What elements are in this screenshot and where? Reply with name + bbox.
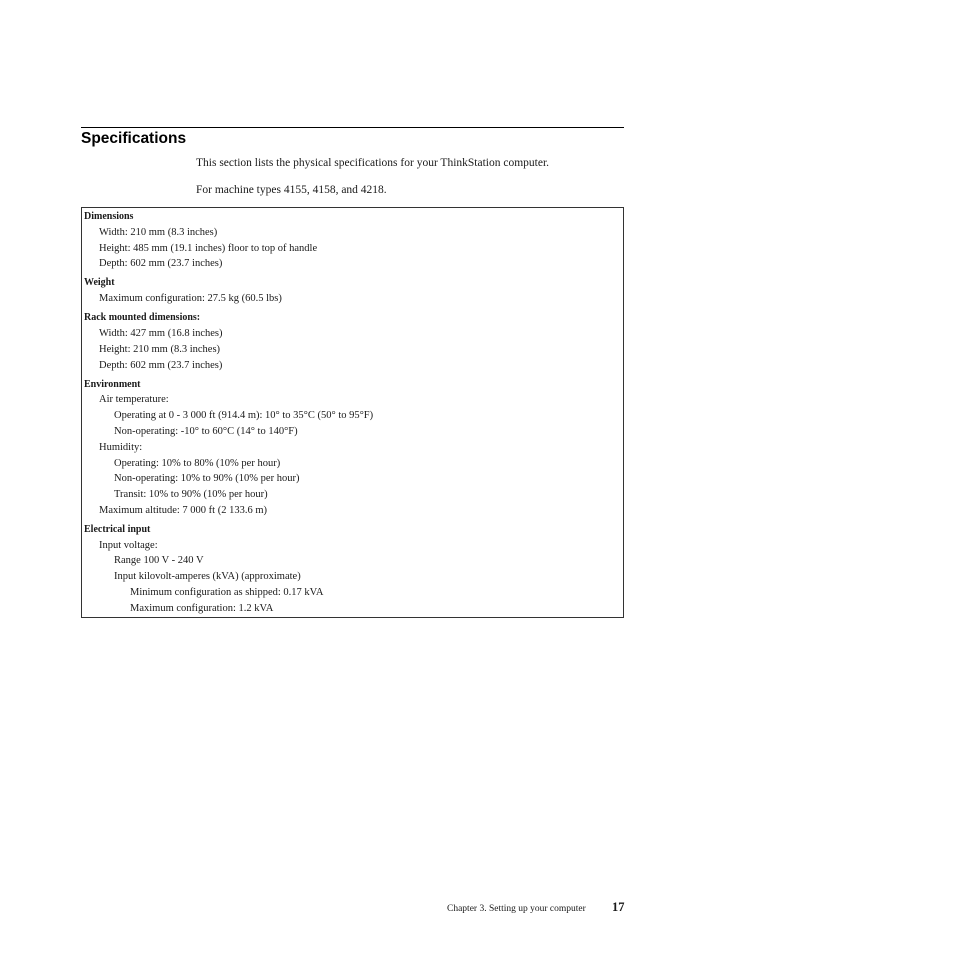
section-weight: Weight: [84, 277, 115, 289]
footer-chapter: Chapter 3. Setting up your computer: [447, 904, 586, 914]
section-rack-dimensions: Rack mounted dimensions:: [84, 312, 201, 324]
air-temp-non-operating: Non-operating: -10° to 60°C (14° to 140°F): [114, 425, 298, 437]
kva-label: Input kilovolt-amperes (kVA) (approximate): [114, 571, 301, 583]
air-temp-operating: Operating at 0 - 3 000 ft (914.4 m): 10° to 35°C (50° to 95°F): [114, 410, 374, 422]
air-temperature-label: Air temperature:: [99, 394, 169, 406]
section-electrical-input: Electrical input: [84, 523, 151, 535]
kva-min: Minimum configuration as shipped: 0.17 kVA: [130, 587, 324, 599]
heading-rule: [81, 127, 624, 128]
dimension-height: Height: 485 mm (19.1 inches) floor to top of handle: [99, 242, 318, 254]
input-voltage-label: Input voltage:: [99, 539, 158, 551]
dimension-depth: Depth: 602 mm (23.7 inches): [99, 258, 223, 270]
page-number: 17: [612, 900, 625, 914]
intro-paragraph: This section lists the physical specifications for your ThinkStation computer.: [196, 157, 550, 169]
humidity-non-operating: Non-operating: 10% to 90% (10% per hour): [114, 473, 300, 485]
page-title: Specifications: [81, 130, 187, 147]
spec-list: [82, 209, 623, 617]
humidity-operating: Operating: 10% to 80% (10% per hour): [114, 457, 281, 469]
weight-max: Maximum configuration: 27.5 kg (60.5 lbs): [99, 293, 282, 305]
dimension-width: Width: 210 mm (8.3 inches): [99, 226, 218, 238]
voltage-range: Range 100 V - 240 V: [114, 555, 204, 567]
section-dimensions: Dimensions: [84, 211, 134, 222]
kva-max: Maximum configuration: 1.2 kVA: [130, 602, 274, 614]
max-altitude: Maximum altitude: 7 000 ft (2 133.6 m): [99, 504, 267, 516]
humidity-label: Humidity:: [99, 441, 143, 453]
specifications-table: [81, 207, 624, 618]
rack-depth: Depth: 602 mm (23.7 inches): [99, 359, 223, 371]
rack-width: Width: 427 mm (16.8 inches): [99, 327, 223, 339]
section-environment: Environment: [84, 378, 141, 390]
machine-types-paragraph: For machine types 4155, 4158, and 4218.: [196, 184, 387, 196]
humidity-transit: Transit: 10% to 90% (10% per hour): [114, 489, 268, 501]
rack-height: Height: 210 mm (8.3 inches): [99, 343, 221, 355]
